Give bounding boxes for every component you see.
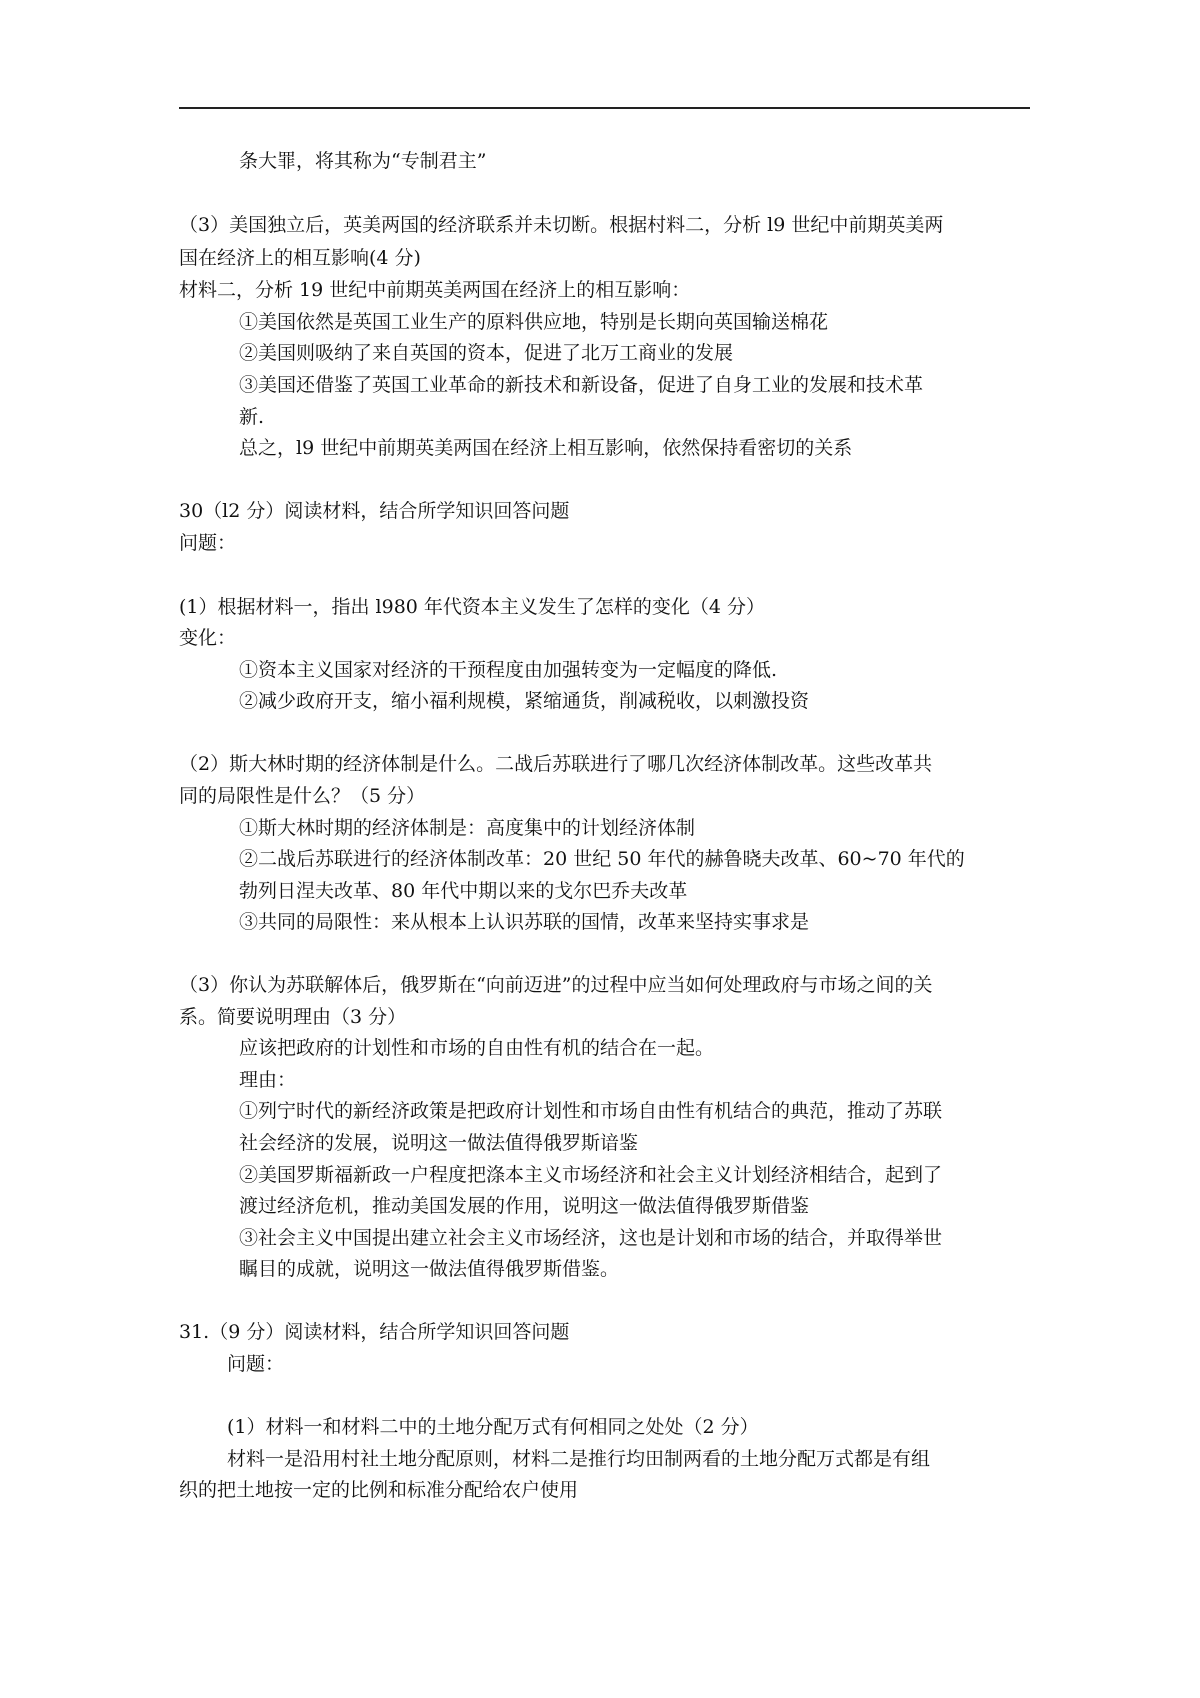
question-heading: 30（l2 分）阅读材料，结合所学知识回答问题 [179,500,570,522]
answer-item: ②二战后苏联进行的经济体制改革：20 世纪 50 年代的赫鲁晓夫改革、60~70 年代的 [239,848,965,870]
answer-item: 总之，l9 世纪中前期英美两国在经济上相互影响，依然保持看密切的关系 [239,437,853,459]
text-line: 问题： [179,532,237,554]
text-line: 变化： [179,627,237,649]
answer-item: 渡过经济危机，推动美国发展的作用，说明这一做法值得俄罗斯借鉴 [239,1195,810,1217]
answer-item: ③共同的局限性：来从根本上认识苏联的国情，改革来坚持实事求是 [239,911,810,933]
text-line: 问题： [227,1353,285,1375]
answer-item: 织的把土地按一定的比例和标准分配给农户使用 [179,1479,579,1501]
answer-item: 社会经济的发展，说明这一做法值得俄罗斯谙鉴 [239,1132,639,1154]
answer-item: ②美国罗斯福新政一户程度把涤本主义市场经济和社会主义计划经济相结合，起到了 [239,1164,943,1186]
answer-item: ②减少政府开支，缩小福利规模，紧缩通货，削减税收，以刺激投资 [239,690,810,712]
answer-item: 瞩目的成就，说明这一做法值得俄罗斯借鉴。 [239,1258,620,1280]
answer-item: ③美国还借鉴了英国工业革命的新技术和新设备，促进了自身工业的发展和技术革 [239,374,924,396]
answer-item: ①资本主义国家对经济的干预程度由加强转变为一定幅度的降低. [239,659,778,681]
answer-item: 理由： [239,1069,297,1091]
question-heading: （3）美国独立后，英美两国的经济联系并未切断。根据村料二，分析 l9 世纪中前期英美两 [179,214,944,236]
answer-item: ①美国依然是英国工业生产的原料供应地，特别是长期向英国输送棉花 [239,311,829,333]
question-heading: 国在经济上的相互影响(4 分) [179,247,421,269]
header-rule [179,107,1030,109]
answer-item: ③社会主义中国提出建立社会主义市场经济，这也是计划和市场的结合，并取得举世 [239,1227,943,1249]
question-heading: 同的局限性是什么？（5 分） [179,785,426,807]
text-line: 条大罪，将其称为“专制君主” [239,150,487,172]
answer-item: 应该把政府的计划性和市场的自由性有机的结合在一起。 [239,1037,715,1059]
question-heading: 系。简要说明理由（3 分） [179,1006,407,1028]
question-heading: （3）你认为苏联解体后，俄罗斯在“向前迈进”的过程中应当如何处理政府与市场之间的关 [179,974,933,996]
text-line: 材料二，分析 19 世纪中前期英美两国在经济上的相互影响： [179,279,691,301]
question-heading: 31.（9 分）阅读材料，结合所学知识回答问题 [179,1321,570,1343]
question-heading: (1）根据材料一，指出 l980 年代资本主义发生了怎样的变化（4 分） [179,596,766,618]
answer-item: 材料一是沿用村社土地分配原则，材料二是推行均田制两看的土地分配万式都是有组 [227,1448,931,1470]
answer-item: 勃列日涅夫改革、80 年代中期以来的戈尔巴乔夫改革 [239,880,688,902]
question-heading: （2）斯大林时期的经济体制是什么。二战后苏联进行了哪几次经济体制改革。这些改革共 [179,753,933,775]
question-heading: (1）材料一和材料二中的土地分配万式有何相同之处处（2 分） [227,1416,759,1438]
answer-item: ②美国则吸纳了来自英国的资本，促进了北万工商业的发展 [239,342,734,364]
answer-item: ①列宁时代的新经济政策是把政府计划性和市场自由性有机结合的典范，推动了苏联 [239,1100,943,1122]
answer-item: 新. [239,406,265,428]
answer-item: ①斯大林时期的经济体制是：高度集中的计划经济体制 [239,817,696,839]
